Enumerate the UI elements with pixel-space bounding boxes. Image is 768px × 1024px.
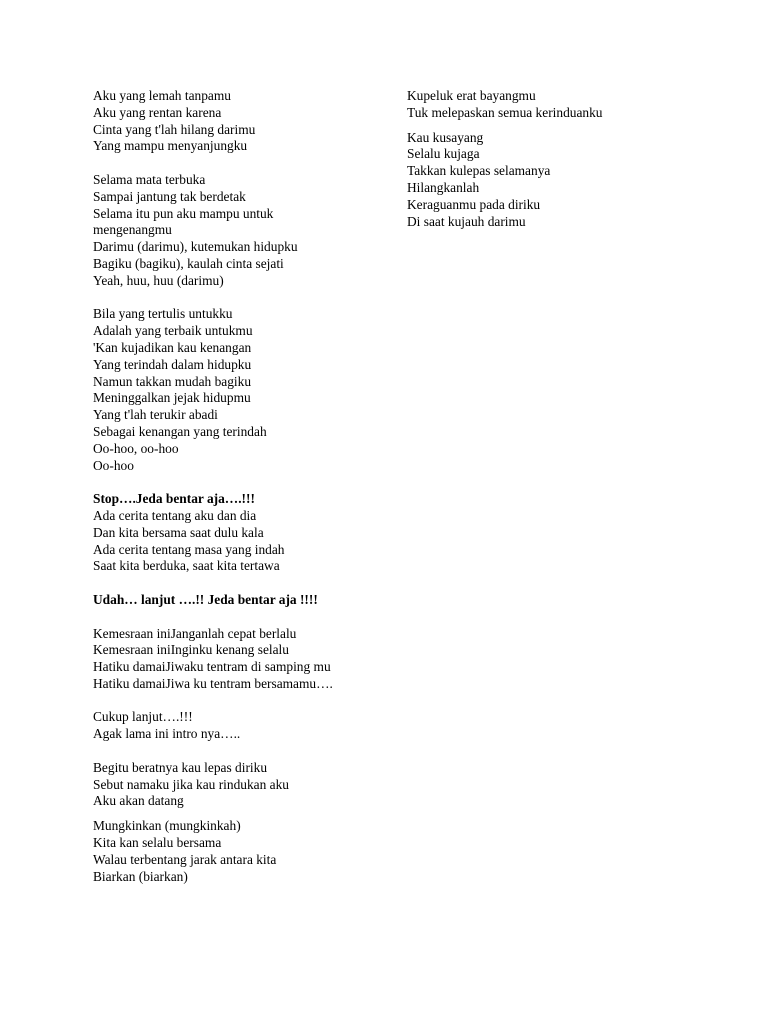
stanza-1 [93,88,355,155]
lyric-line: Aku yang rentan karena [93,104,222,120]
lyric-line: Walau terbentang jarak antara kita [93,851,277,867]
stanza-8 [93,760,355,810]
left-column [93,88,355,885]
lyric-line: Ada cerita tentang aku dan dia [93,507,257,523]
lyric-line: Yeah, huu, huu (darimu) [93,272,224,288]
lyric-line: Darimu (darimu), kutemukan hidupku [93,239,298,255]
lyric-line: Oo-hoo, oo-hoo [93,440,179,456]
stanza-10 [407,88,707,122]
lyric-line: Di saat kujauh darimu [407,213,526,229]
stanza-5 [93,592,355,609]
lyric-line: Hilangkanlah [407,179,480,195]
stanza-6 [93,626,355,693]
stanza-11 [407,130,707,231]
lyric-line: Selalu kujaga [407,146,480,162]
section-heading: Stop….Jeda bentar aja….!!! [93,491,255,507]
lyric-line: Tuk melepaskan semua kerinduanku [407,104,603,120]
lyric-line: Sebut namaku jika kau rindukan aku [93,776,289,792]
lyric-line: Hatiku damaiJiwa ku tentram bersamamu…. [93,675,333,691]
stanza-3 [93,306,355,474]
lyric-line: Sampai jantung tak berdetak [93,188,246,204]
lyric-line: Keraguanmu pada diriku [407,196,541,212]
lyric-line: 'Kan kujadikan kau kenangan [93,339,252,355]
lyric-line: Begitu beratnya kau lepas diriku [93,759,268,775]
lyric-line: Cinta yang t'lah hilang darimu [93,121,256,137]
stanza-4 [93,491,355,575]
lyric-line: Bila yang tertulis untukku [93,306,233,322]
lyric-line: Hatiku damaiJiwaku tentram di samping mu [93,659,331,675]
lyric-line: Aku yang lemah tanpamu [93,88,231,103]
lyric-line: Bagiku (bagiku), kaulah cinta sejati [93,255,284,271]
lyric-line: Sebagai kenangan yang terindah [93,423,267,439]
stanza-2 [93,172,355,290]
lyric-line: Ada cerita tentang masa yang indah [93,541,285,557]
lyric-line: Oo-hoo [93,457,134,473]
lyric-line: Saat kita berduka, saat kita tertawa [93,558,280,574]
lyric-line: Yang t'lah terukir abadi [93,407,218,423]
lyric-line: Yang terindah dalam hidupku [93,356,252,372]
lyric-line: Aku akan datang [93,793,184,809]
lyric-line: Meninggalkan jejak hidupmu [93,390,251,406]
lyric-line: Selama mata terbuka [93,171,206,187]
lyric-line: Takkan kulepas selamanya [407,163,551,179]
lyric-line: Mungkinkan (mungkinkah) [93,818,241,834]
lyric-line: Kemesraan iniJanganlah cepat berlalu [93,625,297,641]
lyric-line: Kupeluk erat bayangmu [407,88,536,103]
lyric-line: Dan kita bersama saat dulu kala [93,524,264,540]
lyric-line: Cukup lanjut….!!! [93,709,193,725]
right-column [407,88,707,230]
lyric-line: Namun takkan mudah bagiku [93,373,252,389]
lyric-line: Yang mampu menyanjungku [93,138,248,154]
lyric-line: Adalah yang terbaik untukmu [93,323,253,339]
lyric-line: Selama itu pun aku mampu untuk mengenangmu [93,205,274,238]
stanza-9 [93,818,355,885]
stanza-7 [93,709,355,743]
lyric-line: Kau kusayang [407,129,484,145]
lyric-line: Kemesraan iniInginku kenang selalu [93,642,289,658]
lyric-line: Biarkan (biarkan) [93,868,188,884]
section-heading: Udah… lanjut ….!! Jeda bentar aja !!!! [93,591,318,607]
lyric-line: Kita kan selalu bersama [93,835,222,851]
lyric-line: Agak lama ini intro nya….. [93,726,241,742]
